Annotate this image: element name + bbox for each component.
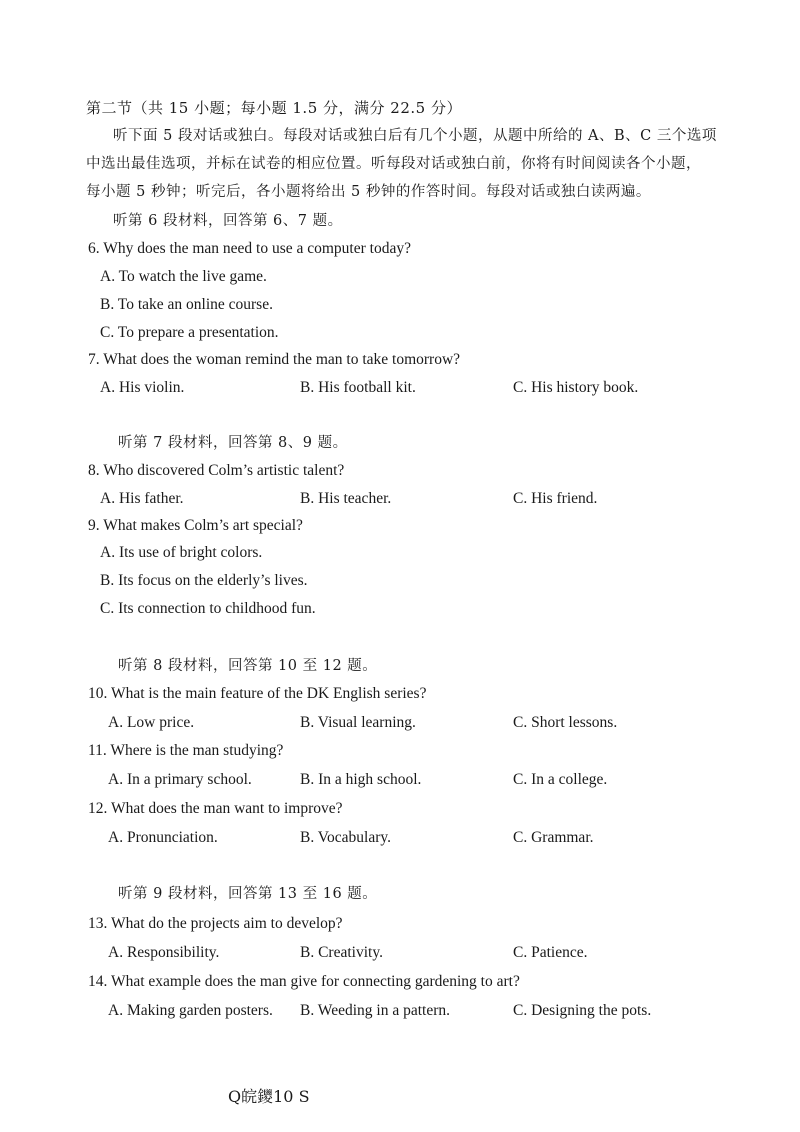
group-heading-9: 听第 9 段材料，回答第 13 至 16 题。 [118, 886, 378, 902]
question-13-stem: 13. What do the projects aim to develop? [88, 915, 343, 932]
question-12-option-b: B. Vocabulary. [300, 829, 391, 846]
question-14-options [0, 1001, 800, 1021]
question-10-option-c: C. Short lessons. [513, 714, 618, 731]
question-13-option-c: C. Patience. [513, 944, 588, 961]
instruction-line-3: 每小题 5 秒钟；听完后，各小题将给出 5 秒钟的作答时间。每段对话或独白读两遍。 [86, 184, 651, 200]
question-12-stem: 12. What does the man want to improve? [88, 800, 343, 817]
question-7-options [0, 378, 800, 398]
question-11-stem: 11. Where is the man studying? [88, 742, 284, 759]
section-header: 第二节（共 15 小题；每小题 1.5 分，满分 22.5 分） [86, 99, 462, 117]
question-10-options [0, 713, 800, 733]
question-11-option-b: B. In a high school. [300, 771, 422, 788]
question-6-stem: 6. Why does the man need to use a computer today? [88, 240, 411, 257]
question-9-option-a: A. Its use of bright colors. [100, 544, 263, 561]
question-10-option-a: A. Low price. [108, 714, 195, 731]
question-14-option-c: C. Designing the pots. [513, 1002, 652, 1019]
question-7-option-a: A. His violin. [100, 379, 185, 396]
question-12-options [0, 828, 800, 848]
question-11-option-a: A. In a primary school. [108, 771, 252, 788]
question-9-option-b: B. Its focus on the elderly’s lives. [100, 572, 308, 589]
question-8-stem: 8. Who discovered Colm’s artistic talent? [88, 462, 345, 479]
question-6-option-c: C. To prepare a presentation. [100, 324, 279, 341]
question-14-option-b: B. Weeding in a pattern. [300, 1002, 450, 1019]
group-heading-7: 听第 7 段材料，回答第 8、9 题。 [118, 435, 348, 451]
question-8-option-c: C. His friend. [513, 490, 598, 507]
question-11-option-c: C. In a college. [513, 771, 608, 788]
question-8-option-b: B. His teacher. [300, 490, 392, 507]
question-13-option-a: A. Responsibility. [108, 944, 220, 961]
group-heading-8: 听第 8 段材料，回答第 10 至 12 题。 [118, 658, 378, 674]
group-heading-6: 听第 6 段材料，回答第 6、7 题。 [113, 213, 343, 229]
question-6-option-b: B. To take an online course. [100, 296, 273, 313]
question-14-stem: 14. What example does the man give for connecting gardening to art? [88, 973, 520, 990]
question-12-option-a: A. Pronunciation. [108, 829, 218, 846]
question-13-options [0, 943, 800, 963]
question-8-option-a: A. His father. [100, 490, 184, 507]
question-10-option-b: B. Visual learning. [300, 714, 416, 731]
question-6-option-a: A. To watch the live game. [100, 268, 267, 285]
question-9-stem: 9. What makes Colm’s art special? [88, 517, 303, 534]
instruction-line-2: 中选出最佳选项，并标在试卷的相应位置。听每段对话或独白前，你将有时间阅读各个小题， [86, 156, 701, 172]
question-8-options [0, 489, 800, 509]
question-7-option-c: C. His history book. [513, 379, 639, 396]
question-10-stem: 10. What is the main feature of the DK English series? [88, 685, 427, 702]
question-7-option-b: B. His football kit. [300, 379, 416, 396]
question-12-option-c: C. Grammar. [513, 829, 594, 846]
question-11-options [0, 770, 800, 790]
question-7-stem: 7. What does the woman remind the man to take tomorrow? [88, 351, 461, 368]
question-14-option-a: A. Making garden posters. [108, 1002, 273, 1019]
question-13-option-b: B. Creativity. [300, 944, 383, 961]
page-footer: Q皖鑁10 S [228, 1087, 310, 1106]
instruction-line-1: 听下面 5 段对话或独白。每段对话或独白后有几个小题，从题中所给的 A、B、C 三个选项 [113, 128, 717, 144]
question-9-option-c: C. Its connection to childhood fun. [100, 600, 316, 617]
